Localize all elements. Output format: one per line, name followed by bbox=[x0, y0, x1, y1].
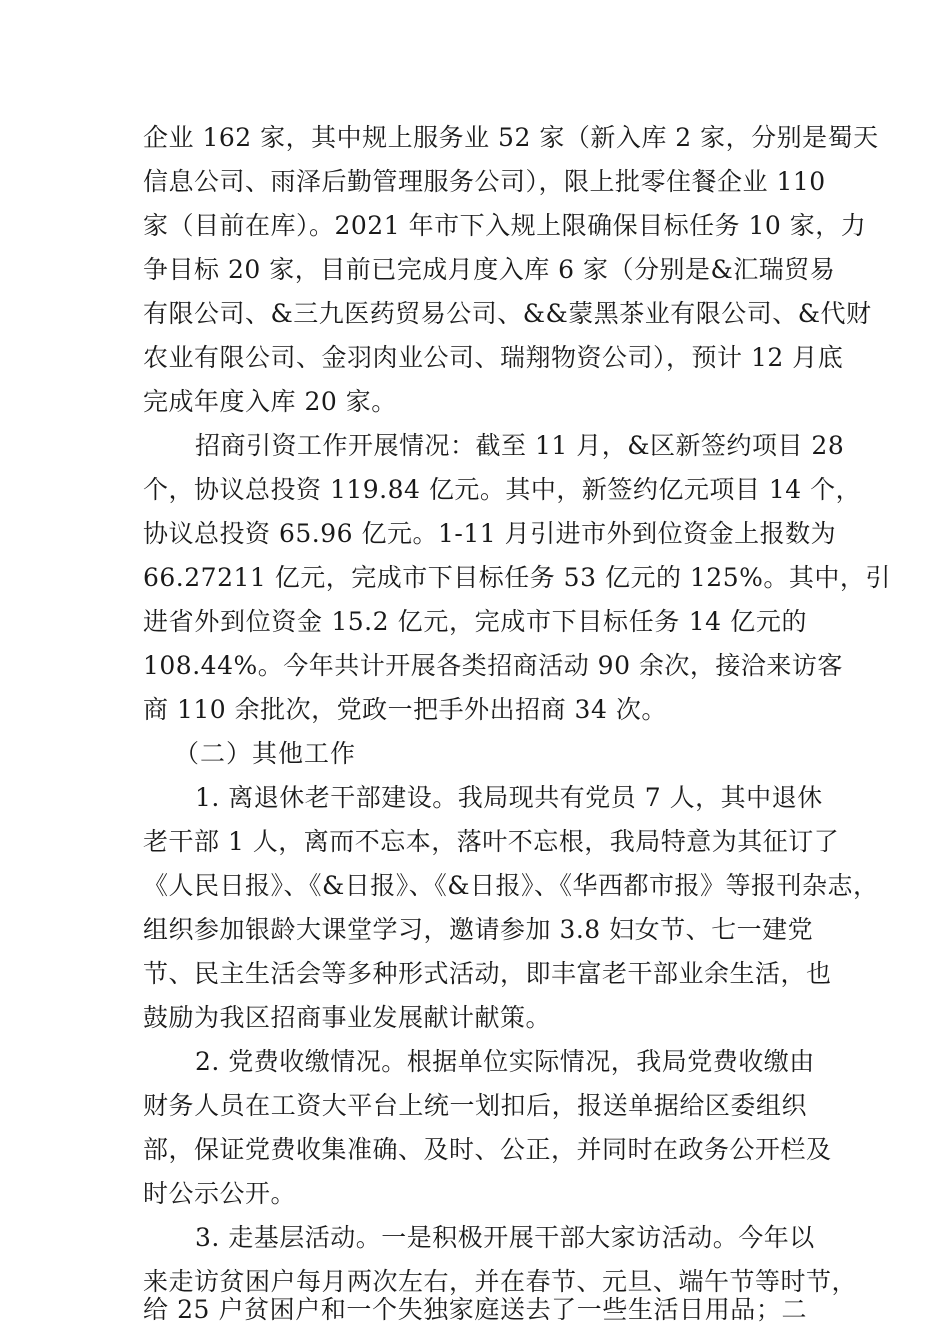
body-text-line: 家（目前在库）。2021 年市下入规上限确保目标任务 10 家，力 bbox=[143, 211, 867, 240]
body-text-line: 节、民主生活会等多种形式活动，即丰富老干部业余生活，也 bbox=[143, 959, 832, 988]
body-text-line: 《人民日报》、《&日报》、《&日报》、《华西都市报》等报刊杂志， bbox=[143, 871, 879, 900]
body-text-line: 部，保证党费收集准确、及时、公正，并同时在政务公开栏及 bbox=[143, 1135, 832, 1164]
body-text-line: 信息公司、雨泽后勤管理服务公司），限上批零住餐企业 110 bbox=[143, 167, 826, 196]
body-text-line: 组织参加银龄大课堂学习，邀请参加 3.8 妇女节、七一建党 bbox=[143, 915, 814, 944]
body-text-line: 争目标 20 家，目前已完成月度入库 6 家（分别是&汇瑞贸易 bbox=[143, 255, 836, 284]
body-text-line: 完成年度入库 20 家。 bbox=[143, 387, 397, 416]
body-text-line: 协议总投资 65.96 亿元。1-11 月引进市外到位资金上报数为 bbox=[143, 519, 837, 548]
paragraph-first-line: 招商引资工作开展情况：截至 11 月，&区新签约项目 28 bbox=[195, 431, 845, 460]
body-text-line: 66.27211 亿元，完成市下目标任务 53 亿元的 125%。其中，引 bbox=[143, 563, 891, 592]
section-heading: （二）其他工作 bbox=[174, 739, 357, 768]
body-text-line: 进省外到位资金 15.2 亿元，完成市下目标任务 14 亿元的 bbox=[143, 607, 807, 636]
body-text-line: 企业 162 家，其中规上服务业 52 家（新入库 2 家，分别是蜀天 bbox=[143, 123, 879, 152]
body-text-line: 鼓励为我区招商事业发展献计献策。 bbox=[143, 1003, 552, 1032]
body-text-line: 来走访贫困户每月两次左右，并在春节、元旦、端午节等时节， bbox=[143, 1267, 858, 1296]
paragraph-first-line: 3. 走基层活动。一是积极开展干部大家访活动。今年以 bbox=[195, 1223, 815, 1252]
body-text-line: 108.44%。今年共计开展各类招商活动 90 余次，接洽来访客 bbox=[143, 651, 843, 680]
body-text-line: 财务人员在工资大平台上统一划扣后，报送单据给区委组织 bbox=[143, 1091, 807, 1120]
body-text-line: 农业有限公司、金羽肉业公司、瑞翔物资公司），预计 12 月底 bbox=[143, 343, 844, 372]
paragraph-first-line: 1. 离退休老干部建设。我局现共有党员 7 人，其中退休 bbox=[195, 783, 823, 812]
body-text-line: 给 25 户贫困户和一个失独家庭送去了一些生活日用品；二 bbox=[143, 1295, 807, 1324]
paragraph-first-line: 2. 党费收缴情况。根据单位实际情况，我局党费收缴由 bbox=[195, 1047, 815, 1076]
body-text-line: 个，协议总投资 119.84 亿元。其中，新签约亿元项目 14 个， bbox=[143, 475, 862, 504]
body-text-line: 老干部 1 人，离而不忘本，落叶不忘根，我局特意为其征订了 bbox=[143, 827, 840, 856]
body-text-line: 有限公司、&三九医药贸易公司、&&蒙黑茶业有限公司、&代财 bbox=[143, 299, 872, 328]
body-text-line: 商 110 余批次，党政一把手外出招商 34 次。 bbox=[143, 695, 667, 724]
body-text-line: 时公示公开。 bbox=[143, 1179, 297, 1208]
